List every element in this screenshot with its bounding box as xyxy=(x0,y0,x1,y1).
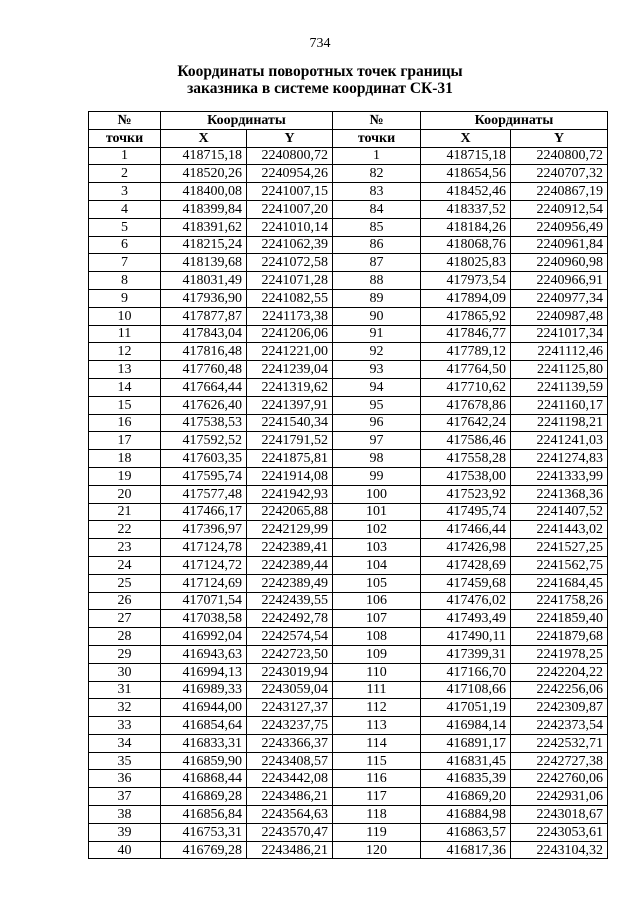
point-number-cell: 4 xyxy=(89,200,161,218)
x-coordinate-cell: 418068,76 xyxy=(421,236,511,254)
x-coordinate-cell: 418139,68 xyxy=(161,254,247,272)
x-coordinate-cell: 416835,39 xyxy=(421,770,511,788)
table-row xyxy=(89,841,608,859)
table-row xyxy=(89,343,608,361)
table-row xyxy=(89,307,608,325)
x-coordinate-cell: 418654,56 xyxy=(421,165,511,183)
point-number-cell: 22 xyxy=(89,521,161,539)
x-coordinate-cell: 416817,36 xyxy=(421,841,511,859)
page-number: 734 xyxy=(309,36,331,51)
point-number-cell: 115 xyxy=(333,752,421,770)
point-number-cell: 26 xyxy=(89,592,161,610)
x-coordinate-cell: 417710,62 xyxy=(421,378,511,396)
x-coordinate-cell: 417865,92 xyxy=(421,307,511,325)
y-coordinate-cell: 2241368,36 xyxy=(511,485,608,503)
point-number-cell: 2 xyxy=(89,165,161,183)
x-coordinate-cell: 417490,11 xyxy=(421,628,511,646)
x-coordinate-cell: 417760,48 xyxy=(161,361,247,379)
x-coordinate-cell: 417592,52 xyxy=(161,432,247,450)
y-coordinate-cell: 2242723,50 xyxy=(247,645,333,663)
x-coordinate-cell: 417493,49 xyxy=(421,610,511,628)
x-coordinate-cell: 417789,12 xyxy=(421,343,511,361)
y-coordinate-cell: 2240977,34 xyxy=(511,289,608,307)
x-coordinate-cell: 416944,00 xyxy=(161,699,247,717)
point-number-cell: 84 xyxy=(333,200,421,218)
point-number-cell: 19 xyxy=(89,467,161,485)
y-coordinate-cell: 2241562,75 xyxy=(511,556,608,574)
point-number-cell: 34 xyxy=(89,734,161,752)
y-coordinate-cell: 2243486,21 xyxy=(247,841,333,859)
y-coordinate-cell: 2240954,26 xyxy=(247,165,333,183)
x-coordinate-cell: 417166,70 xyxy=(421,663,511,681)
table-row xyxy=(89,503,608,521)
x-coordinate-cell: 416994,13 xyxy=(161,663,247,681)
y-coordinate-cell: 2242439,55 xyxy=(247,592,333,610)
point-number-cell: 86 xyxy=(333,236,421,254)
y-coordinate-cell: 2240956,49 xyxy=(511,218,608,236)
point-number-cell: 89 xyxy=(333,289,421,307)
x-coordinate-cell: 418025,83 xyxy=(421,254,511,272)
point-number-cell: 14 xyxy=(89,378,161,396)
x-coordinate-cell: 416891,17 xyxy=(421,734,511,752)
x-coordinate-cell: 417124,69 xyxy=(161,574,247,592)
table-row xyxy=(89,556,608,574)
y-coordinate-cell: 2241758,26 xyxy=(511,592,608,610)
y-coordinate-cell: 2243127,37 xyxy=(247,699,333,717)
y-coordinate-cell: 2242129,99 xyxy=(247,521,333,539)
x-coordinate-cell: 418520,26 xyxy=(161,165,247,183)
y-coordinate-cell: 2242574,54 xyxy=(247,628,333,646)
x-coordinate-cell: 417051,19 xyxy=(421,699,511,717)
x-coordinate-cell: 417764,50 xyxy=(421,361,511,379)
y-coordinate-cell: 2242256,06 xyxy=(511,681,608,699)
point-number-cell: 3 xyxy=(89,183,161,201)
table-row xyxy=(89,147,608,165)
x-coordinate-cell: 416854,64 xyxy=(161,717,247,735)
point-number-cell: 28 xyxy=(89,628,161,646)
point-number-cell: 37 xyxy=(89,788,161,806)
x-coordinate-cell: 417476,02 xyxy=(421,592,511,610)
table-row xyxy=(89,467,608,485)
table-row xyxy=(89,200,608,218)
y-coordinate-cell: 2241274,83 xyxy=(511,450,608,468)
y-coordinate-cell: 2240707,32 xyxy=(511,165,608,183)
point-number-cell: 12 xyxy=(89,343,161,361)
x-coordinate-cell: 417538,00 xyxy=(421,467,511,485)
point-number-cell: 10 xyxy=(89,307,161,325)
point-number-cell: 90 xyxy=(333,307,421,325)
x-coordinate-cell: 416984,14 xyxy=(421,717,511,735)
point-number-header-top: № xyxy=(89,112,161,130)
y-coordinate-cell: 2241206,06 xyxy=(247,325,333,343)
y-coordinate-cell: 2241527,25 xyxy=(511,539,608,557)
x-coordinate-cell: 416943,63 xyxy=(161,645,247,663)
y-coordinate-cell: 2241443,02 xyxy=(511,521,608,539)
table-row xyxy=(89,236,608,254)
y-coordinate-cell: 2240800,72 xyxy=(247,147,333,165)
point-number-cell: 33 xyxy=(89,717,161,735)
x-coordinate-cell: 418400,08 xyxy=(161,183,247,201)
x-coordinate-cell: 417586,46 xyxy=(421,432,511,450)
y-coordinate-cell: 2241239,04 xyxy=(247,361,333,379)
x-coordinate-cell: 417538,53 xyxy=(161,414,247,432)
y-coordinate-cell: 2242931,06 xyxy=(511,788,608,806)
y-coordinate-cell: 2243019,94 xyxy=(247,663,333,681)
point-number-cell: 7 xyxy=(89,254,161,272)
point-number-cell: 1 xyxy=(89,147,161,165)
y-coordinate-cell: 2241007,15 xyxy=(247,183,333,201)
y-coordinate-cell: 2242532,71 xyxy=(511,734,608,752)
y-coordinate-cell: 2241333,99 xyxy=(511,467,608,485)
y-coordinate-cell: 2241879,68 xyxy=(511,628,608,646)
point-number-cell: 110 xyxy=(333,663,421,681)
x-coordinate-cell: 417038,58 xyxy=(161,610,247,628)
y-coordinate-cell: 2242760,06 xyxy=(511,770,608,788)
y-coordinate-cell: 2241684,45 xyxy=(511,574,608,592)
y-coordinate-cell: 2241397,91 xyxy=(247,396,333,414)
x-coordinate-cell: 416992,04 xyxy=(161,628,247,646)
x-coordinate-cell: 417603,35 xyxy=(161,450,247,468)
table-row xyxy=(89,272,608,290)
y-coordinate-cell: 2240966,91 xyxy=(511,272,608,290)
x-coordinate-cell: 416863,57 xyxy=(421,823,511,841)
table-row xyxy=(89,752,608,770)
point-number-cell: 24 xyxy=(89,556,161,574)
point-number-cell: 5 xyxy=(89,218,161,236)
y-coordinate-cell: 2240912,54 xyxy=(511,200,608,218)
point-number-cell: 36 xyxy=(89,770,161,788)
table-row xyxy=(89,432,608,450)
x-coordinate-cell: 416769,28 xyxy=(161,841,247,859)
title-line-2: заказника в системе координат СК-31 xyxy=(187,80,453,97)
point-number-cell: 9 xyxy=(89,289,161,307)
x-coordinate-cell: 417428,69 xyxy=(421,556,511,574)
x-coordinate-cell: 417626,40 xyxy=(161,396,247,414)
point-number-cell: 25 xyxy=(89,574,161,592)
x-coordinate-cell: 417642,24 xyxy=(421,414,511,432)
table-row xyxy=(89,165,608,183)
point-number-cell: 83 xyxy=(333,183,421,201)
y-coordinate-cell: 2240960,98 xyxy=(511,254,608,272)
y-coordinate-cell: 2242065,88 xyxy=(247,503,333,521)
x-coordinate-cell: 417846,77 xyxy=(421,325,511,343)
y-header: Y xyxy=(511,129,608,147)
y-coordinate-cell: 2242389,41 xyxy=(247,539,333,557)
point-number-cell: 97 xyxy=(333,432,421,450)
point-number-cell: 94 xyxy=(333,378,421,396)
x-header: X xyxy=(421,129,511,147)
point-number-cell: 93 xyxy=(333,361,421,379)
y-coordinate-cell: 2243237,75 xyxy=(247,717,333,735)
table-row xyxy=(89,539,608,557)
document-title xyxy=(0,63,640,97)
x-coordinate-cell: 416856,84 xyxy=(161,806,247,824)
table-row xyxy=(89,450,608,468)
point-number-cell: 21 xyxy=(89,503,161,521)
x-coordinate-cell: 416753,31 xyxy=(161,823,247,841)
x-coordinate-cell: 417877,87 xyxy=(161,307,247,325)
x-coordinate-cell: 417495,74 xyxy=(421,503,511,521)
x-coordinate-cell: 418337,52 xyxy=(421,200,511,218)
point-number-cell: 38 xyxy=(89,806,161,824)
y-coordinate-cell: 2241875,81 xyxy=(247,450,333,468)
point-number-cell: 16 xyxy=(89,414,161,432)
point-number-cell: 20 xyxy=(89,485,161,503)
y-coordinate-cell: 2240867,19 xyxy=(511,183,608,201)
table-row xyxy=(89,681,608,699)
y-header: Y xyxy=(247,129,333,147)
y-coordinate-cell: 2241160,17 xyxy=(511,396,608,414)
y-coordinate-cell: 2241125,80 xyxy=(511,361,608,379)
y-coordinate-cell: 2242309,87 xyxy=(511,699,608,717)
point-number-cell: 85 xyxy=(333,218,421,236)
x-header: X xyxy=(161,129,247,147)
y-coordinate-cell: 2243564,63 xyxy=(247,806,333,824)
point-number-cell: 114 xyxy=(333,734,421,752)
point-number-cell: 13 xyxy=(89,361,161,379)
point-number-cell: 17 xyxy=(89,432,161,450)
point-number-cell: 113 xyxy=(333,717,421,735)
point-number-cell: 99 xyxy=(333,467,421,485)
y-coordinate-cell: 2240800,72 xyxy=(511,147,608,165)
y-coordinate-cell: 2241072,58 xyxy=(247,254,333,272)
y-coordinate-cell: 2241007,20 xyxy=(247,200,333,218)
point-number-cell: 35 xyxy=(89,752,161,770)
x-coordinate-cell: 417124,72 xyxy=(161,556,247,574)
point-number-cell: 32 xyxy=(89,699,161,717)
y-coordinate-cell: 2243018,67 xyxy=(511,806,608,824)
point-number-header-bottom: точки xyxy=(89,129,161,147)
point-number-cell: 8 xyxy=(89,272,161,290)
y-coordinate-cell: 2241978,25 xyxy=(511,645,608,663)
point-number-cell: 117 xyxy=(333,788,421,806)
table-row xyxy=(89,378,608,396)
x-coordinate-cell: 416859,90 xyxy=(161,752,247,770)
y-coordinate-cell: 2243366,37 xyxy=(247,734,333,752)
point-number-cell: 15 xyxy=(89,396,161,414)
x-coordinate-cell: 417973,54 xyxy=(421,272,511,290)
y-coordinate-cell: 2242727,38 xyxy=(511,752,608,770)
table-row xyxy=(89,361,608,379)
point-number-cell: 6 xyxy=(89,236,161,254)
point-number-cell: 82 xyxy=(333,165,421,183)
point-number-cell: 103 xyxy=(333,539,421,557)
y-coordinate-cell: 2241010,14 xyxy=(247,218,333,236)
point-number-cell: 100 xyxy=(333,485,421,503)
x-coordinate-cell: 417426,98 xyxy=(421,539,511,557)
y-coordinate-cell: 2241173,38 xyxy=(247,307,333,325)
coordinates-table xyxy=(88,111,608,859)
y-coordinate-cell: 2241082,55 xyxy=(247,289,333,307)
table-row xyxy=(89,823,608,841)
x-coordinate-cell: 418715,18 xyxy=(421,147,511,165)
x-coordinate-cell: 416868,44 xyxy=(161,770,247,788)
table-row xyxy=(89,770,608,788)
table-row xyxy=(89,788,608,806)
table-row xyxy=(89,592,608,610)
y-coordinate-cell: 2241112,46 xyxy=(511,343,608,361)
table-row xyxy=(89,396,608,414)
title-line-1: Координаты поворотных точек границы xyxy=(177,63,463,80)
point-number-cell: 106 xyxy=(333,592,421,610)
table-row xyxy=(89,663,608,681)
x-coordinate-cell: 417523,92 xyxy=(421,485,511,503)
point-number-header-bottom: точки xyxy=(333,129,421,147)
table-row xyxy=(89,218,608,236)
point-number-cell: 88 xyxy=(333,272,421,290)
point-number-cell: 105 xyxy=(333,574,421,592)
table-row xyxy=(89,254,608,272)
point-number-cell: 98 xyxy=(333,450,421,468)
y-coordinate-cell: 2241319,62 xyxy=(247,378,333,396)
table-row xyxy=(89,628,608,646)
x-coordinate-cell: 417108,66 xyxy=(421,681,511,699)
coordinates-header: Координаты xyxy=(161,112,333,130)
y-coordinate-cell: 2241241,03 xyxy=(511,432,608,450)
y-coordinate-cell: 2241859,40 xyxy=(511,610,608,628)
table-row xyxy=(89,610,608,628)
table-row xyxy=(89,574,608,592)
x-coordinate-cell: 417124,78 xyxy=(161,539,247,557)
point-number-cell: 40 xyxy=(89,841,161,859)
y-coordinate-cell: 2242373,54 xyxy=(511,717,608,735)
point-number-cell: 107 xyxy=(333,610,421,628)
point-number-cell: 108 xyxy=(333,628,421,646)
table-row xyxy=(89,699,608,717)
y-coordinate-cell: 2241139,59 xyxy=(511,378,608,396)
y-coordinate-cell: 2240987,48 xyxy=(511,307,608,325)
point-number-cell: 95 xyxy=(333,396,421,414)
point-number-cell: 1 xyxy=(333,147,421,165)
point-number-cell: 119 xyxy=(333,823,421,841)
y-coordinate-cell: 2241942,93 xyxy=(247,485,333,503)
x-coordinate-cell: 416833,31 xyxy=(161,734,247,752)
y-coordinate-cell: 2241540,34 xyxy=(247,414,333,432)
table-row xyxy=(89,183,608,201)
x-coordinate-cell: 416869,28 xyxy=(161,788,247,806)
table-row xyxy=(89,717,608,735)
point-number-cell: 120 xyxy=(333,841,421,859)
point-number-cell: 104 xyxy=(333,556,421,574)
point-number-header-top: № xyxy=(333,112,421,130)
point-number-cell: 92 xyxy=(333,343,421,361)
point-number-cell: 23 xyxy=(89,539,161,557)
x-coordinate-cell: 418184,26 xyxy=(421,218,511,236)
point-number-cell: 29 xyxy=(89,645,161,663)
y-coordinate-cell: 2240961,84 xyxy=(511,236,608,254)
point-number-cell: 102 xyxy=(333,521,421,539)
x-coordinate-cell: 417894,09 xyxy=(421,289,511,307)
x-coordinate-cell: 418452,46 xyxy=(421,183,511,201)
coordinates-header: Координаты xyxy=(421,112,608,130)
y-coordinate-cell: 2241407,52 xyxy=(511,503,608,521)
y-coordinate-cell: 2242389,49 xyxy=(247,574,333,592)
point-number-cell: 18 xyxy=(89,450,161,468)
point-number-cell: 31 xyxy=(89,681,161,699)
y-coordinate-cell: 2241071,28 xyxy=(247,272,333,290)
point-number-cell: 91 xyxy=(333,325,421,343)
point-number-cell: 30 xyxy=(89,663,161,681)
point-number-cell: 87 xyxy=(333,254,421,272)
x-coordinate-cell: 417843,04 xyxy=(161,325,247,343)
y-coordinate-cell: 2243408,57 xyxy=(247,752,333,770)
x-coordinate-cell: 416831,45 xyxy=(421,752,511,770)
point-number-cell: 118 xyxy=(333,806,421,824)
table-row xyxy=(89,806,608,824)
table-row xyxy=(89,521,608,539)
y-coordinate-cell: 2241062,39 xyxy=(247,236,333,254)
x-coordinate-cell: 416989,33 xyxy=(161,681,247,699)
y-coordinate-cell: 2243104,32 xyxy=(511,841,608,859)
x-coordinate-cell: 417466,17 xyxy=(161,503,247,521)
x-coordinate-cell: 417678,86 xyxy=(421,396,511,414)
x-coordinate-cell: 418715,18 xyxy=(161,147,247,165)
y-coordinate-cell: 2241017,34 xyxy=(511,325,608,343)
x-coordinate-cell: 418031,49 xyxy=(161,272,247,290)
point-number-cell: 39 xyxy=(89,823,161,841)
y-coordinate-cell: 2241221,00 xyxy=(247,343,333,361)
x-coordinate-cell: 417459,68 xyxy=(421,574,511,592)
y-coordinate-cell: 2243486,21 xyxy=(247,788,333,806)
table-body xyxy=(89,147,608,859)
table-row xyxy=(89,734,608,752)
x-coordinate-cell: 418215,24 xyxy=(161,236,247,254)
point-number-cell: 112 xyxy=(333,699,421,717)
point-number-cell: 101 xyxy=(333,503,421,521)
x-coordinate-cell: 417399,31 xyxy=(421,645,511,663)
x-coordinate-cell: 418391,62 xyxy=(161,218,247,236)
point-number-cell: 96 xyxy=(333,414,421,432)
y-coordinate-cell: 2241198,21 xyxy=(511,414,608,432)
y-coordinate-cell: 2241791,52 xyxy=(247,432,333,450)
x-coordinate-cell: 418399,84 xyxy=(161,200,247,218)
y-coordinate-cell: 2242204,22 xyxy=(511,663,608,681)
table-row xyxy=(89,325,608,343)
y-coordinate-cell: 2243053,61 xyxy=(511,823,608,841)
y-coordinate-cell: 2243442,08 xyxy=(247,770,333,788)
y-coordinate-cell: 2243570,47 xyxy=(247,823,333,841)
table-row xyxy=(89,289,608,307)
x-coordinate-cell: 416869,20 xyxy=(421,788,511,806)
point-number-cell: 111 xyxy=(333,681,421,699)
point-number-cell: 27 xyxy=(89,610,161,628)
y-coordinate-cell: 2243059,04 xyxy=(247,681,333,699)
x-coordinate-cell: 417936,90 xyxy=(161,289,247,307)
x-coordinate-cell: 417071,54 xyxy=(161,592,247,610)
x-coordinate-cell: 417664,44 xyxy=(161,378,247,396)
table-row xyxy=(89,485,608,503)
y-coordinate-cell: 2242389,44 xyxy=(247,556,333,574)
x-coordinate-cell: 417558,28 xyxy=(421,450,511,468)
x-coordinate-cell: 417595,74 xyxy=(161,467,247,485)
point-number-cell: 109 xyxy=(333,645,421,663)
x-coordinate-cell: 416884,98 xyxy=(421,806,511,824)
y-coordinate-cell: 2242492,78 xyxy=(247,610,333,628)
table-row xyxy=(89,414,608,432)
point-number-cell: 11 xyxy=(89,325,161,343)
x-coordinate-cell: 417466,44 xyxy=(421,521,511,539)
x-coordinate-cell: 417396,97 xyxy=(161,521,247,539)
x-coordinate-cell: 417577,48 xyxy=(161,485,247,503)
table-row xyxy=(89,645,608,663)
point-number-cell: 116 xyxy=(333,770,421,788)
y-coordinate-cell: 2241914,08 xyxy=(247,467,333,485)
x-coordinate-cell: 417816,48 xyxy=(161,343,247,361)
